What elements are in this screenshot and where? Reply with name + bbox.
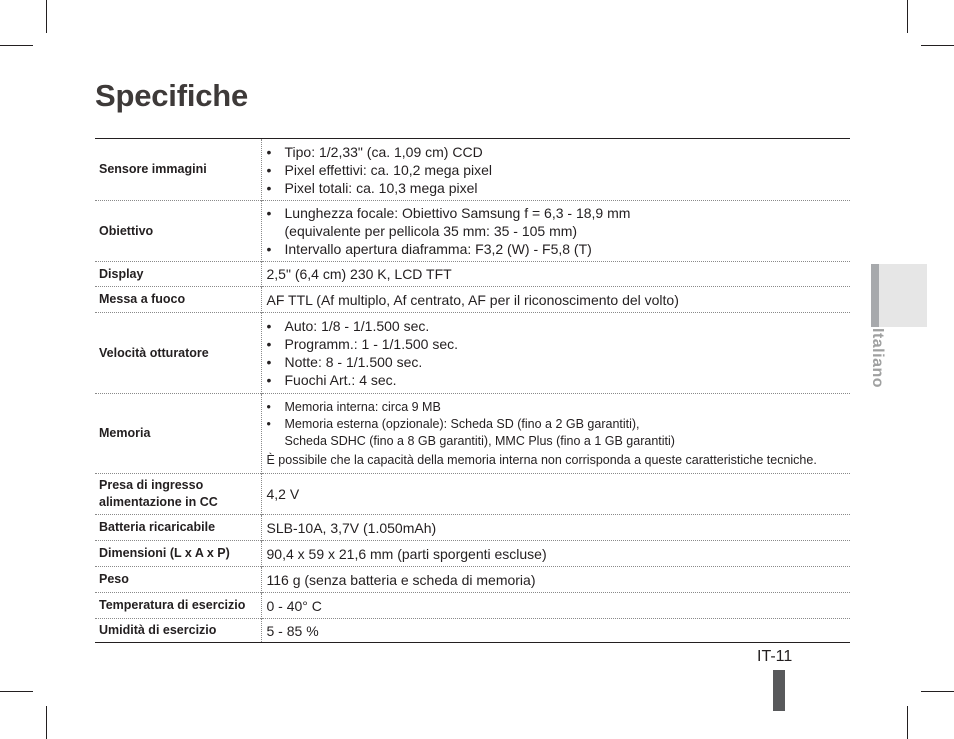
- list-item: • Pixel totali: ca. 10,3 mega pixel: [267, 179, 851, 197]
- spec-label-shutter: Velocità otturatore: [95, 313, 261, 394]
- table-row: [95, 593, 850, 619]
- spec-label-dimensions: Dimensioni (L x A x P): [95, 541, 261, 567]
- spec-value-power-input: 4,2 V: [261, 474, 850, 515]
- table-row: [95, 313, 850, 394]
- spec-label-sensor: Sensore immagini: [95, 139, 261, 201]
- crop-mark-bottom-right-vertical: [907, 706, 908, 739]
- spec-label-line: Presa di ingresso: [99, 478, 204, 492]
- list-item-continuation: (equivalente per pellicola 35 mm: 35 - 105 mm): [284, 223, 578, 239]
- table-row: [95, 394, 850, 474]
- spec-value-weight: 116 g (senza batteria e scheda di memoria): [261, 567, 850, 593]
- spec-value-shutter: [261, 313, 850, 394]
- spec-value-humidity: 5 - 85 %: [261, 619, 850, 643]
- list-item: [267, 416, 851, 450]
- specifications-table: [95, 138, 850, 643]
- page-title: Specifiche: [95, 78, 249, 113]
- spec-value-lens: [261, 201, 850, 262]
- table-row: [95, 541, 850, 567]
- spec-label-weight: Peso: [95, 567, 261, 593]
- spec-value-battery: SLB-10A, 3,7V (1.050mAh): [261, 515, 850, 541]
- spec-value-sensor: [261, 139, 850, 201]
- spec-label-power-input: [95, 474, 261, 515]
- table-row: [95, 262, 850, 287]
- spec-value-memory: [261, 394, 850, 474]
- spec-value-display: 2,5" (6,4 cm) 230 K, LCD TFT: [261, 262, 850, 287]
- list-item: • Notte: 8 - 1/1.500 sec.: [267, 353, 851, 371]
- spec-label-focus: Messa a fuoco: [95, 287, 261, 313]
- table-row: [95, 201, 850, 262]
- table-row: [95, 287, 850, 313]
- language-tab-block: [871, 264, 927, 327]
- crop-mark-bottom-left-vertical: [46, 706, 47, 739]
- spec-label-line: alimentazione in CC: [99, 495, 218, 509]
- table-row: [95, 515, 850, 541]
- list-item: [267, 204, 851, 240]
- list-item: • Fuochi Art.: 4 sec.: [267, 371, 851, 389]
- page-number: IT-11: [757, 648, 793, 665]
- list-item-continuation: Scheda SDHC (fino a 8 GB garantiti), MMC Plus (fino a 1 GB garantiti): [284, 433, 675, 448]
- spec-label-battery: Batteria ricaricabile: [95, 515, 261, 541]
- list-item-text: Memoria esterna (opzionale): Scheda SD (fino a 2 GB garantiti),: [284, 416, 640, 431]
- memory-note: È possibile che la capacità della memoria interna non corrisponda a queste caratteristiche tecniche.: [266, 452, 817, 467]
- list-item: • Intervallo apertura diaframma: F3,2 (W) - F5,8 (T): [267, 240, 851, 258]
- list-item: • Tipo: 1/2,33" (ca. 1,09 cm) CCD: [267, 143, 851, 161]
- table-row: [95, 567, 850, 593]
- crop-mark-bottom-left-horizontal: [0, 691, 33, 692]
- spec-label-lens: Obiettivo: [95, 201, 261, 262]
- list-item: • Memoria interna: circa 9 MB: [267, 399, 851, 416]
- spec-label-memory: Memoria: [95, 394, 261, 474]
- language-tab-accent: [871, 264, 879, 327]
- crop-mark-top-left-horizontal: [0, 45, 33, 46]
- list-item: • Auto: 1/8 - 1/1.500 sec.: [267, 317, 851, 335]
- list-item-text: Lunghezza focale: Obiettivo Samsung f = 6,3 - 18,9 mm: [284, 205, 631, 221]
- table-row: [95, 619, 850, 643]
- spec-label-humidity: Umidità di esercizio: [95, 619, 261, 643]
- spec-label-display: Display: [95, 262, 261, 287]
- spec-value-focus: AF TTL (Af multiplo, Af centrato, AF per il riconoscimento del volto): [261, 287, 850, 313]
- list-item: • Programm.: 1 - 1/1.500 sec.: [267, 335, 851, 353]
- crop-mark-top-left-vertical: [46, 0, 47, 33]
- list-item: • Pixel effettivi: ca. 10,2 mega pixel: [267, 161, 851, 179]
- spec-value-dimensions: 90,4 x 59 x 21,6 mm (parti sporgenti escluse): [261, 541, 850, 567]
- crop-mark-bottom-right-horizontal: [921, 691, 954, 692]
- spec-label-temperature: Temperatura di esercizio: [95, 593, 261, 619]
- crop-mark-top-right-vertical: [907, 0, 908, 33]
- language-tab-label: Italiano: [869, 328, 886, 389]
- spec-value-temperature: 0 - 40° C: [261, 593, 850, 619]
- table-row: [95, 139, 850, 201]
- crop-mark-top-right-horizontal: [921, 45, 954, 46]
- page-marker-bar: [773, 670, 785, 711]
- table-row: [95, 474, 850, 515]
